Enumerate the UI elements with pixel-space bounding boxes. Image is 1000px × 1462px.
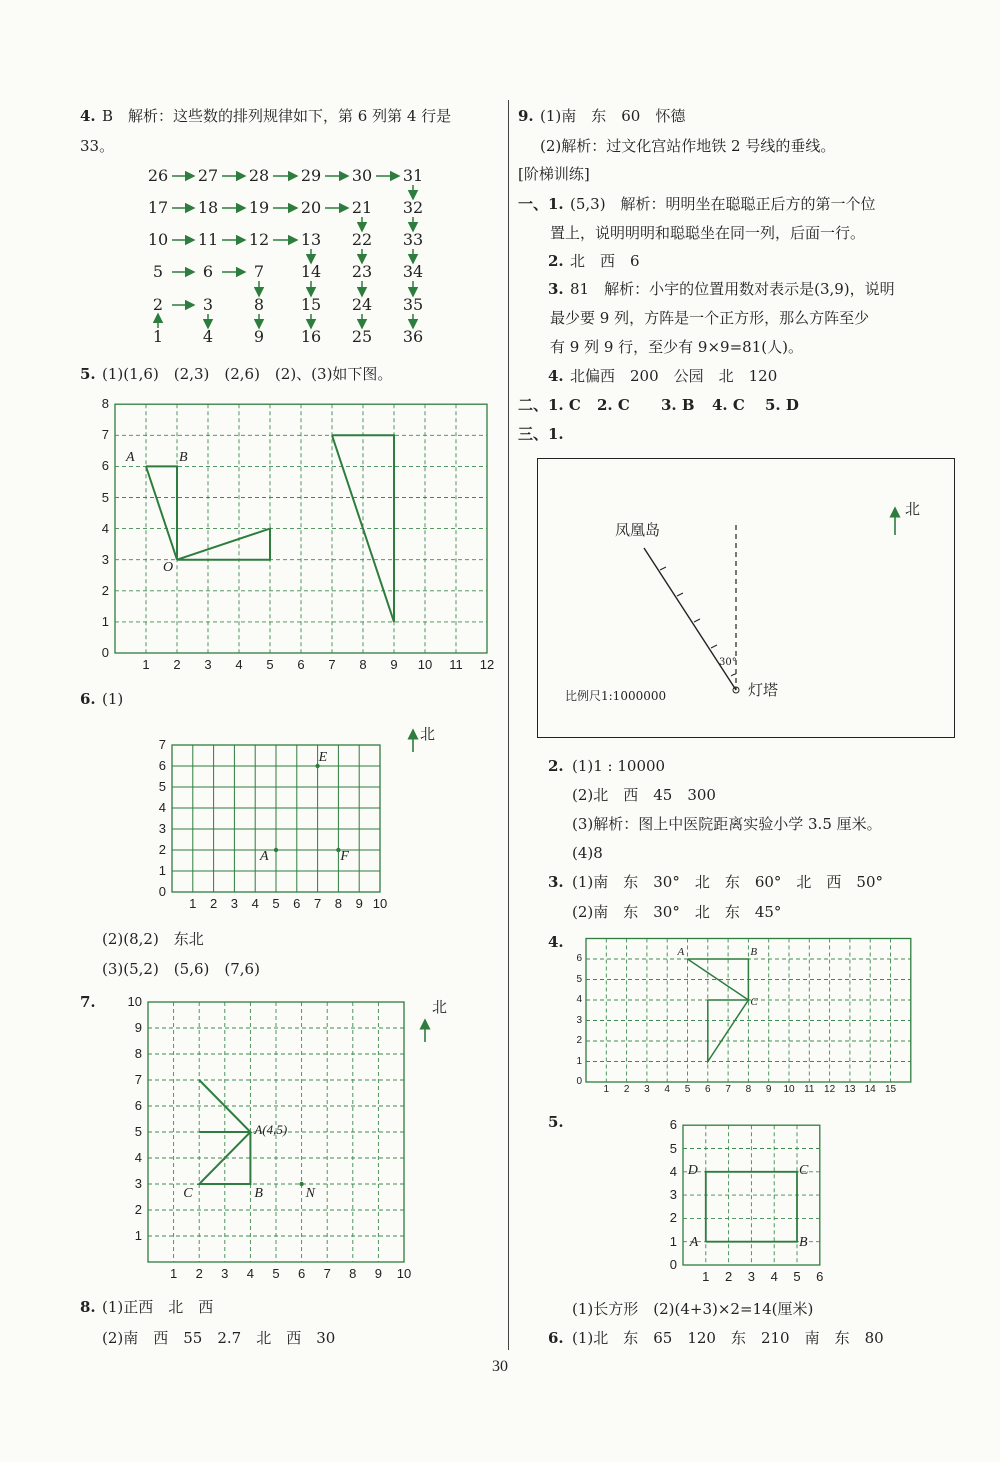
s3-i3-p1: (1)南 东 30° 北 东 60° 北 西 50° <box>572 873 884 891</box>
y-tick-label: 4 <box>669 1163 677 1179</box>
spiral-number: 16 <box>300 327 322 346</box>
x-tick-label: 3 <box>230 896 238 911</box>
y-tick-label: 4 <box>134 1150 142 1165</box>
y-tick-label: 3 <box>158 821 166 836</box>
spiral-number: 35 <box>402 295 424 314</box>
q4-label: 4. <box>80 107 96 125</box>
x-tick-label: 15 <box>884 1084 897 1095</box>
x-tick-label: 2 <box>724 1269 733 1284</box>
s3-i6-num: 6. <box>548 1329 564 1347</box>
y-tick-label: 3 <box>134 1176 142 1191</box>
s1-i3-line2: 最少要 9 列，方阵是一个正方形，那么方阵至少 <box>550 309 870 327</box>
point-label: O <box>163 559 174 575</box>
spiral-number: 19 <box>248 198 270 217</box>
spiral-number: 10 <box>147 230 169 249</box>
y-tick-label: 2 <box>576 1035 582 1046</box>
q6-part3: (3)(5,2) (5,6) (7,6) <box>102 960 260 978</box>
y-tick-label: 5 <box>158 779 166 794</box>
y-tick-label: 2 <box>134 1202 142 1217</box>
spiral-number: 30 <box>351 166 373 185</box>
x-tick-label: 3 <box>644 1084 650 1095</box>
x-tick-label: 8 <box>359 657 367 672</box>
spiral-number: 8 <box>253 295 265 314</box>
map-lighthouse-label: 灯塔 <box>748 681 779 699</box>
x-tick-label: 4 <box>664 1084 670 1095</box>
s1-i1-line2: 置上，说明明明和聪聪坐在同一列，后面一行。 <box>550 224 866 242</box>
spiral-number: 28 <box>248 166 270 185</box>
x-tick-label: 10 <box>783 1084 795 1095</box>
point-label: C <box>799 1162 809 1178</box>
x-tick-label: 11 <box>449 657 463 672</box>
y-tick-label: 7 <box>134 1072 142 1087</box>
y-tick-label: 1 <box>669 1233 677 1249</box>
y-tick-label: 0 <box>576 1076 582 1087</box>
x-tick-label: 13 <box>844 1084 856 1095</box>
s1-i4-num: 4. <box>548 367 564 385</box>
spiral-number: 18 <box>197 198 219 217</box>
s3-i1-num: 1. <box>548 425 564 443</box>
s3-label: 三、 <box>518 425 549 443</box>
y-tick-label: 6 <box>669 1117 677 1133</box>
spiral-number: 26 <box>147 166 169 185</box>
y-tick-label: 6 <box>134 1098 142 1113</box>
spiral-number: 7 <box>253 262 265 281</box>
x-tick-label: 8 <box>745 1084 752 1095</box>
spiral-number: 34 <box>402 262 424 281</box>
spiral-number: 32 <box>402 198 424 217</box>
x-tick-label: 8 <box>349 1266 357 1281</box>
spiral-number: 6 <box>202 262 214 281</box>
q9-part2: (2)解析：过文化宫站作地铁 2 号线的垂线。 <box>540 137 836 155</box>
point-label: A(4,5) <box>254 1122 288 1137</box>
s2-answer-1: 1. C <box>548 396 581 414</box>
spiral-number: 29 <box>300 166 322 185</box>
q9-part1: (1)南 东 60 怀德 <box>540 107 686 125</box>
y-tick-label: 5 <box>134 1124 142 1139</box>
s1-i2: 北 西 6 <box>570 252 640 270</box>
point-label: A <box>126 450 135 466</box>
y-tick-label: 1 <box>101 613 109 629</box>
y-tick-label: 5 <box>101 489 109 505</box>
y-tick-label: 0 <box>158 884 166 899</box>
map-scale-label: 比例尺1:1000000 <box>565 689 667 703</box>
s1-i3-line1: 81 解析：小宇的位置用数对表示是(3,9)，说明 <box>570 280 895 298</box>
s3-i2-p4: (4)8 <box>572 844 603 862</box>
s2-answer-3: 3. B <box>661 396 695 414</box>
q9-label: 9. <box>518 107 534 125</box>
spiral-number: 9 <box>253 327 265 346</box>
spiral-number: 14 <box>300 262 322 281</box>
q8-label: 8. <box>80 1298 96 1316</box>
x-tick-label: 2 <box>209 896 218 911</box>
x-tick-label: 5 <box>793 1269 801 1284</box>
y-tick-label: 3 <box>669 1187 677 1203</box>
spiral-number: 21 <box>351 198 373 217</box>
s1-i1-num: 1. <box>548 195 564 213</box>
s1-i2-num: 2. <box>548 252 564 270</box>
spiral-number: 33 <box>402 230 424 249</box>
y-tick-label: 7 <box>158 737 166 752</box>
s1-i3-line3: 有 9 列 9 行，至少有 9×9=81(人)。 <box>550 338 803 356</box>
point-label: B <box>799 1234 808 1250</box>
spiral-number: 17 <box>147 198 169 217</box>
spiral-number: 2 <box>152 295 164 314</box>
x-tick-label: 1 <box>189 896 197 911</box>
page-number: 30 <box>492 1358 508 1375</box>
map-island-label: 凤凰岛 <box>615 521 661 539</box>
x-tick-label: 9 <box>390 657 398 672</box>
x-tick-label: 7 <box>328 657 336 672</box>
x-tick-label: 9 <box>355 896 363 911</box>
y-tick-label: 1 <box>134 1228 142 1243</box>
x-tick-label: 12 <box>479 657 495 672</box>
point-label: C <box>750 996 758 1008</box>
y-tick-label: 5 <box>669 1140 677 1156</box>
x-tick-label: 4 <box>770 1269 778 1284</box>
point-label: B <box>254 1186 263 1201</box>
s2-answer-5: 5. D <box>765 396 799 414</box>
x-tick-label: 14 <box>864 1084 876 1095</box>
x-tick-label: 7 <box>313 896 322 911</box>
spiral-number: 36 <box>402 327 424 346</box>
s1-i4: 北偏西 200 公园 北 120 <box>570 367 778 385</box>
y-tick-label: 7 <box>101 427 109 443</box>
s3-i5-num: 5. <box>548 1113 564 1131</box>
y-tick-label: 4 <box>158 800 166 815</box>
q8-part1: (1)正西 北 西 <box>102 1298 214 1316</box>
y-tick-label: 4 <box>101 520 109 536</box>
y-tick-label: 10 <box>127 994 142 1009</box>
y-tick-label: 2 <box>101 582 109 598</box>
map-north-label: 北 <box>905 500 921 518</box>
x-tick-label: 9 <box>374 1266 382 1281</box>
q6-label: 6. <box>80 690 96 708</box>
q5-text: (1)(1,6) (2,3) (2,6) (2)、(3)如下图。 <box>102 365 393 383</box>
q7-north-label: 北 <box>432 998 448 1016</box>
y-tick-label: 9 <box>134 1020 142 1035</box>
spiral-number: 3 <box>202 295 214 314</box>
x-tick-label: 10 <box>372 896 388 911</box>
s2-label: 二、 <box>518 396 549 414</box>
q8-part2: (2)南 西 55 2.7 北 西 30 <box>102 1329 336 1347</box>
x-tick-label: 9 <box>765 1084 772 1095</box>
x-tick-label: 1 <box>169 1266 178 1281</box>
x-tick-label: 4 <box>235 657 243 672</box>
y-tick-label: 4 <box>576 994 582 1005</box>
y-tick-label: 8 <box>101 396 109 412</box>
spiral-number: 4 <box>202 327 214 346</box>
s3-i4-num: 4. <box>548 933 564 951</box>
x-tick-label: 10 <box>417 657 433 672</box>
x-tick-label: 5 <box>684 1084 691 1095</box>
spiral-number: 25 <box>351 327 373 346</box>
s3-i5-answer: (1)长方形 (2)(4+3)×2=14(厘米) <box>572 1300 814 1318</box>
s3-i2-p2: (2)北 西 45 300 <box>572 786 716 804</box>
x-tick-label: 5 <box>272 1266 280 1281</box>
spiral-number: 5 <box>152 262 164 281</box>
x-tick-label: 11 <box>804 1084 815 1095</box>
s3-i2-p1: (1)1 : 10000 <box>572 757 666 775</box>
q4-line2: 33。 <box>80 137 115 155</box>
spiral-number: 1 <box>152 327 164 346</box>
point-label: B <box>750 946 758 958</box>
x-tick-label: 6 <box>293 896 301 911</box>
point-label: C <box>183 1186 193 1201</box>
spiral-number: 15 <box>300 295 322 314</box>
x-tick-label: 3 <box>204 657 212 672</box>
spiral-number: 22 <box>351 230 373 249</box>
q6-north-label: 北 <box>420 725 436 743</box>
x-tick-label: 7 <box>323 1266 331 1281</box>
x-tick-label: 1 <box>142 657 150 672</box>
s3-i6: (1)北 东 65 120 东 210 南 东 80 <box>572 1329 884 1347</box>
y-tick-label: 1 <box>158 863 166 878</box>
map-angle-label: 30° <box>719 657 737 668</box>
s3-i3-p2: (2)南 东 30° 北 东 45° <box>572 903 782 921</box>
x-tick-label: 6 <box>705 1084 711 1095</box>
x-tick-label: 2 <box>623 1084 630 1095</box>
point-label: F <box>340 849 349 864</box>
point-label: A <box>689 1234 699 1250</box>
s1-label: 一、 <box>518 195 549 213</box>
training-header: [阶梯训练] <box>518 165 590 183</box>
y-tick-label: 5 <box>576 973 582 985</box>
spiral-number: 12 <box>248 230 270 249</box>
point-label: B <box>179 450 188 466</box>
x-tick-label: 6 <box>816 1269 824 1284</box>
spiral-number: 24 <box>351 295 373 314</box>
s3-i2-num: 2. <box>548 757 564 775</box>
x-tick-label: 3 <box>221 1266 229 1281</box>
y-tick-label: 6 <box>576 953 582 964</box>
point-label: N <box>305 1186 315 1201</box>
y-tick-label: 2 <box>158 842 166 857</box>
q5-label: 5. <box>80 365 96 383</box>
s2-answer-4: 4. C <box>712 396 745 414</box>
y-tick-label: 0 <box>101 645 109 660</box>
x-tick-label: 4 <box>251 896 259 911</box>
spiral-number: 27 <box>197 166 219 185</box>
point-label: E <box>318 750 328 765</box>
point-label: D <box>687 1162 698 1178</box>
y-tick-label: 3 <box>101 551 109 567</box>
x-tick-label: 2 <box>195 1266 203 1281</box>
x-tick-label: 7 <box>725 1084 731 1095</box>
spiral-number: 20 <box>300 198 322 217</box>
point-label: A <box>260 849 269 864</box>
s3-i2-p3: (3)解析：图上中医院距离实验小学 3.5 厘米。 <box>572 815 882 833</box>
x-tick-label: 10 <box>396 1266 412 1281</box>
y-tick-label: 1 <box>576 1055 582 1067</box>
spiral-number: 11 <box>197 230 219 249</box>
s3-i3-num: 3. <box>548 873 564 891</box>
y-tick-label: 6 <box>158 758 166 773</box>
x-tick-label: 6 <box>297 1266 306 1281</box>
x-tick-label: 1 <box>702 1269 710 1284</box>
q4-line1: B 解析：这些数的排列规律如下，第 6 列第 4 行是 <box>102 107 452 125</box>
s2-answer-2: 2. C <box>597 396 630 414</box>
spiral-number: 31 <box>402 166 424 185</box>
x-tick-label: 4 <box>246 1266 254 1281</box>
q6-part2: (2)(8,2) 东北 <box>102 930 204 948</box>
spiral-number: 23 <box>351 262 373 281</box>
y-tick-label: 8 <box>134 1046 142 1061</box>
y-tick-label: 2 <box>669 1210 677 1226</box>
s1-i1-line1: (5,3) 解析：明明坐在聪聪正后方的第一个位 <box>570 195 876 213</box>
spiral-number: 13 <box>300 230 322 249</box>
y-tick-label: 0 <box>669 1257 677 1272</box>
x-tick-label: 1 <box>603 1084 610 1095</box>
q6-part1: (1) <box>102 690 124 708</box>
point-label: A <box>677 946 685 958</box>
q7-label: 7. <box>80 993 96 1011</box>
y-tick-label: 3 <box>576 1014 582 1026</box>
y-tick-label: 6 <box>101 458 109 474</box>
x-tick-label: 12 <box>824 1084 836 1095</box>
x-tick-label: 2 <box>173 657 181 672</box>
x-tick-label: 3 <box>747 1269 755 1284</box>
x-tick-label: 5 <box>272 896 280 911</box>
x-tick-label: 5 <box>266 657 274 672</box>
s1-i3-num: 3. <box>548 280 564 298</box>
x-tick-label: 6 <box>297 657 305 672</box>
x-tick-label: 8 <box>334 896 342 911</box>
